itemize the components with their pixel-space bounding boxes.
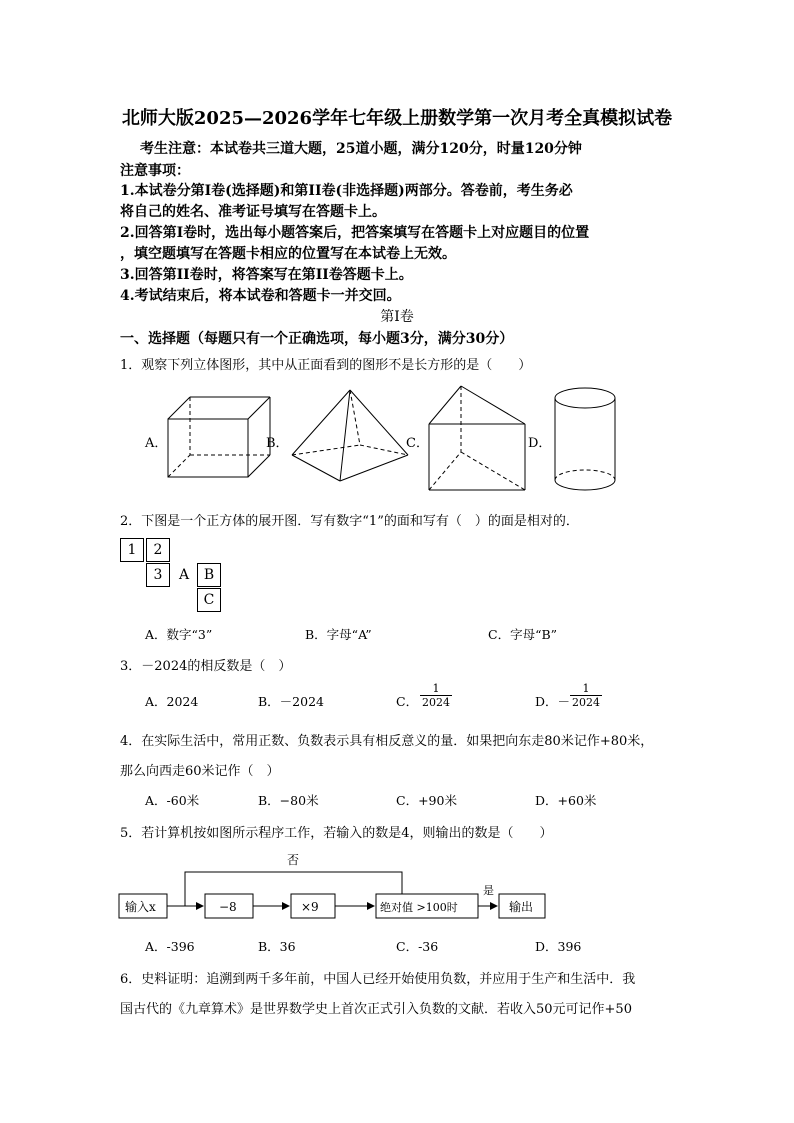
q4-option-b: B．−80米: [258, 793, 319, 808]
q2-option-c: C．字母“B”: [488, 627, 558, 642]
flowchart: [115, 848, 555, 923]
flow-no-label: 否: [287, 853, 300, 867]
instructions-heading: 注意事项：: [120, 163, 190, 179]
q3-option-d: D．－: [535, 694, 571, 709]
q4-option-c: C．+90米: [396, 793, 457, 808]
q3-option-c-fraction: $\frac{1}{2024}$: [422, 682, 450, 709]
q1-option-d-label: D．: [528, 436, 552, 451]
net-cell: C: [197, 588, 221, 612]
net-cell: 1: [120, 538, 144, 562]
page-title: 北师大版2025—2026学年七年级上册数学第一次月考全真模拟试卷: [121, 108, 673, 129]
q3-option-b: B．－2024: [258, 694, 324, 709]
question-3-text: 3．－2024的相反数是（ ）: [120, 659, 292, 674]
q4-option-d: D．+60米: [535, 793, 597, 808]
q1-option-b-label: B．: [266, 436, 289, 451]
q5-option-a: A．-396: [145, 939, 195, 954]
volume-title: 第Ⅰ卷: [380, 309, 414, 325]
flow-cond-label: 绝对值 >100时: [380, 901, 458, 914]
pyramid-figure: [290, 385, 410, 485]
net-cell: B: [197, 563, 221, 587]
q1-option-a-label: A．: [145, 436, 168, 451]
exam-notice: 考生注意：本试卷共三道大题，25道小题，满分120分，时量120分钟: [140, 141, 582, 157]
q4-option-a: A．-60米: [145, 793, 200, 808]
q5-option-c: C．-36: [396, 939, 439, 954]
q5-option-d: D．396: [535, 939, 582, 954]
instruction-line: 1.本试卷分第Ⅰ卷(选择题)和第II卷(非选择题)两部分。答卷前，考生务必: [120, 183, 573, 199]
question-6-text-cont: 国古代的《九章算术》是世界数学史上首次正式引入负数的文献．若收入50元可记作+50: [120, 1002, 632, 1017]
instruction-line: 3.回答第II卷时，将答案写在第II卷答题卡上。: [120, 267, 413, 283]
instruction-line: 将自己的姓名、准考证号填写在答题卡上。: [120, 204, 386, 220]
cylinder-figure: [550, 384, 620, 496]
q3-option-d-fraction: $\frac{1}{2024}$: [572, 682, 600, 709]
flow-output-label: 输出: [509, 900, 534, 914]
q3-option-a: A．2024: [145, 694, 199, 709]
question-1-text: 1．观察下列立体图形，其中从正面看到的图形不是长方形的是（ ）: [120, 358, 532, 373]
flow-yes-label: 是: [483, 884, 494, 897]
q2-option-b: B．字母“A”: [305, 627, 372, 642]
net-cell: 3: [146, 563, 170, 587]
instruction-line: 2.回答第Ⅰ卷时，选出每小题答案后，把答案填写在答题卡上对应题目的位置: [120, 225, 590, 241]
triangular-prism-figure: [425, 382, 530, 494]
net-cell: A: [172, 563, 196, 587]
net-cell: 2: [146, 538, 170, 562]
question-4-text: 4．在实际生活中，常用正数、负数表示具有相反意义的量．如果把向东走80米记作+80米，: [120, 734, 654, 749]
q2-option-a: A．数字“3”: [145, 627, 213, 642]
flow-step2-label: ×9: [301, 900, 319, 914]
q3-option-c: C．: [396, 694, 419, 709]
flow-input-label: 输入x: [125, 900, 156, 914]
question-6-text: 6．史料证明：追溯到两千多年前，中国人已经开始使用负数，并应用于生产和生活中．我: [120, 972, 636, 987]
section-title: 一、选择题（每题只有一个正确选项，每小题3分，满分30分）: [120, 331, 514, 347]
flow-step1-label: −8: [219, 900, 237, 914]
instruction-line: 4.考试结束后，将本试卷和答题卡一并交回。: [120, 288, 401, 304]
cuboid-figure: [160, 385, 275, 485]
question-5-text: 5．若计算机按如图所示程序工作，若输入的数是4，则输出的数是（ ）: [120, 826, 553, 841]
question-4-text-cont: 那么向西走60米记作（ ）: [120, 764, 280, 779]
question-2-text: 2．下图是一个正方体的展开图．写有数字“1”的面和写有（ ）的面是相对的．: [120, 514, 579, 529]
instruction-line: ，填空题填写在答题卡相应的位置写在本试卷上无效。: [120, 246, 456, 262]
q5-option-b: B．36: [258, 939, 296, 954]
q1-option-c-label: C．: [406, 436, 429, 451]
